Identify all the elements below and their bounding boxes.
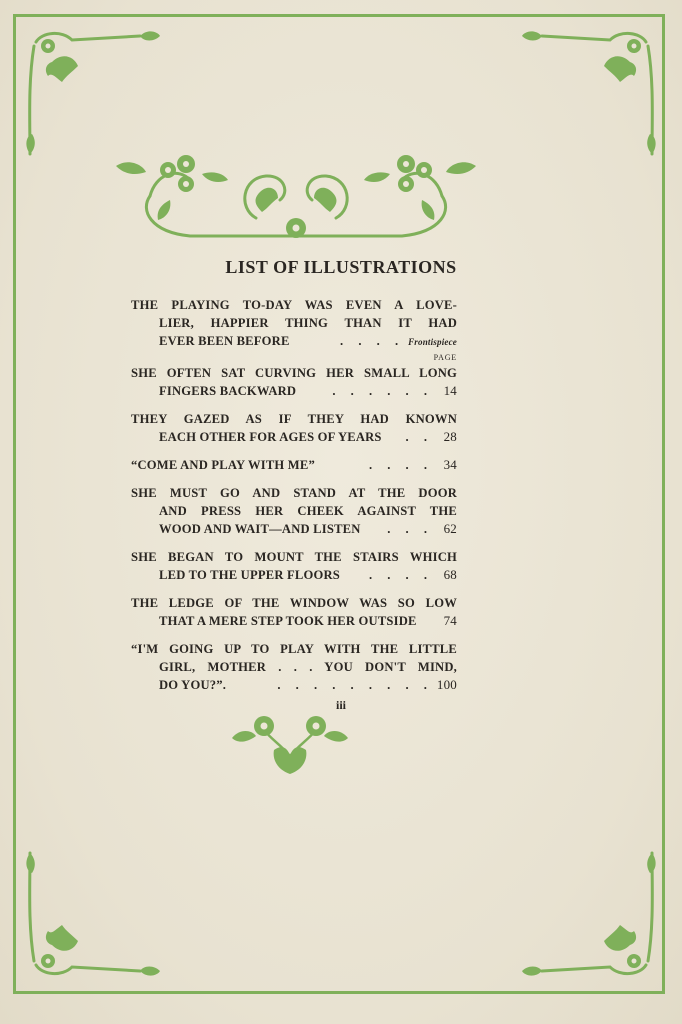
entry-line (131, 364, 457, 382)
entry-text: THEY GAZED AS IF THEY HAD KNOWN (131, 412, 457, 426)
entry-line (131, 484, 457, 502)
entry-line (131, 410, 457, 428)
illustration-entry (131, 410, 457, 446)
corner-ornament-icon (22, 22, 162, 162)
entry-page-number: 34 (443, 457, 457, 472)
illustration-entry (131, 594, 457, 630)
entry-text: GIRL, MOTHER . . . YOU DON'T MIND, (159, 660, 457, 674)
illustration-entry (131, 484, 457, 538)
entry-line (131, 612, 457, 630)
entry-line (131, 520, 457, 538)
dot-leader: . . . . (340, 334, 405, 348)
entry-text: THAT A MERE STEP TOOK HER OUTSIDE (159, 614, 417, 628)
entry-line (131, 640, 457, 658)
page-column-label: PAGE (433, 353, 457, 362)
entry-line (131, 502, 457, 520)
illustrations-list (131, 296, 457, 694)
illustration-entry (131, 364, 457, 400)
dot-leader: . . . . . . (332, 384, 433, 398)
corner-ornament-icon (520, 22, 660, 162)
entry-spacer (131, 446, 457, 456)
entry-line (131, 566, 457, 584)
entry-line (131, 428, 457, 446)
entry-text: LED TO THE UPPER FLOORS (159, 568, 340, 582)
corner-ornament-icon (520, 845, 660, 985)
entry-text: EACH OTHER FOR AGES OF YEARS (159, 430, 382, 444)
entry-line (131, 594, 457, 612)
entry-text: “I'M GOING UP TO PLAY WITH THE LITTLE (131, 642, 457, 656)
entry-page-number: 62 (443, 521, 457, 536)
entry-text: THE LEDGE OF THE WINDOW WAS SO LOW (131, 596, 457, 610)
floral-headpiece-icon (110, 148, 482, 248)
page-number: iii (335, 698, 346, 712)
entry-text: SHE BEGAN TO MOUNT THE STAIRS WHICH (131, 550, 457, 564)
page-title: LIST OF ILLUSTRATIONS (225, 257, 457, 277)
entry-text: THE PLAYING TO-DAY WAS EVEN A LOVE- (131, 298, 457, 312)
corner-ornament-icon (22, 845, 162, 985)
illustration-entry (131, 456, 457, 474)
entry-line (131, 548, 457, 566)
entry-spacer (131, 630, 457, 640)
entry-line (131, 676, 457, 694)
entry-line (131, 658, 457, 676)
entry-text: WOOD AND WAIT—AND LISTEN (159, 522, 361, 536)
entry-page-number: Frontispiece (408, 337, 457, 347)
entry-text: SHE OFTEN SAT CURVING HER SMALL LONG (131, 366, 457, 380)
dot-leader: . . . . (368, 568, 433, 582)
entry-text: LIER, HAPPIER THING THAN IT HAD (159, 316, 457, 330)
entry-page-number: 100 (436, 677, 457, 692)
dot-leader: . . . (387, 522, 433, 536)
illustration-entry (131, 296, 457, 350)
entry-text: AND PRESS HER CHEEK AGAINST THE (159, 504, 457, 518)
entry-spacer (131, 584, 457, 594)
entry-spacer (131, 538, 457, 548)
entry-text: EVER BEEN BEFORE (159, 334, 290, 348)
entry-line (131, 314, 457, 332)
entry-text: SHE MUST GO AND STAND AT THE DOOR (131, 486, 457, 500)
entry-page-number: 28 (443, 429, 457, 444)
entry-spacer (131, 400, 457, 410)
dot-leader: . . . . . . . . . (277, 678, 433, 692)
entry-page-number: 74 (443, 613, 457, 628)
illustration-entry (131, 548, 457, 584)
dot-leader: . . . . (368, 458, 433, 472)
entry-line (131, 382, 457, 400)
entry-page-number: 14 (443, 383, 457, 398)
entry-text: DO YOU?”. (159, 678, 227, 692)
illustration-entry (131, 640, 457, 694)
entry-text: “COME AND PLAY WITH ME” (131, 458, 315, 472)
entry-spacer (131, 474, 457, 484)
entry-line (131, 296, 457, 314)
entry-text: FINGERS BACKWARD (159, 384, 297, 398)
entry-line (131, 332, 457, 350)
entry-line (131, 456, 457, 474)
floral-tailpiece-icon (228, 712, 352, 778)
entry-page-number: 68 (443, 567, 457, 582)
dot-leader: . . (405, 430, 433, 444)
